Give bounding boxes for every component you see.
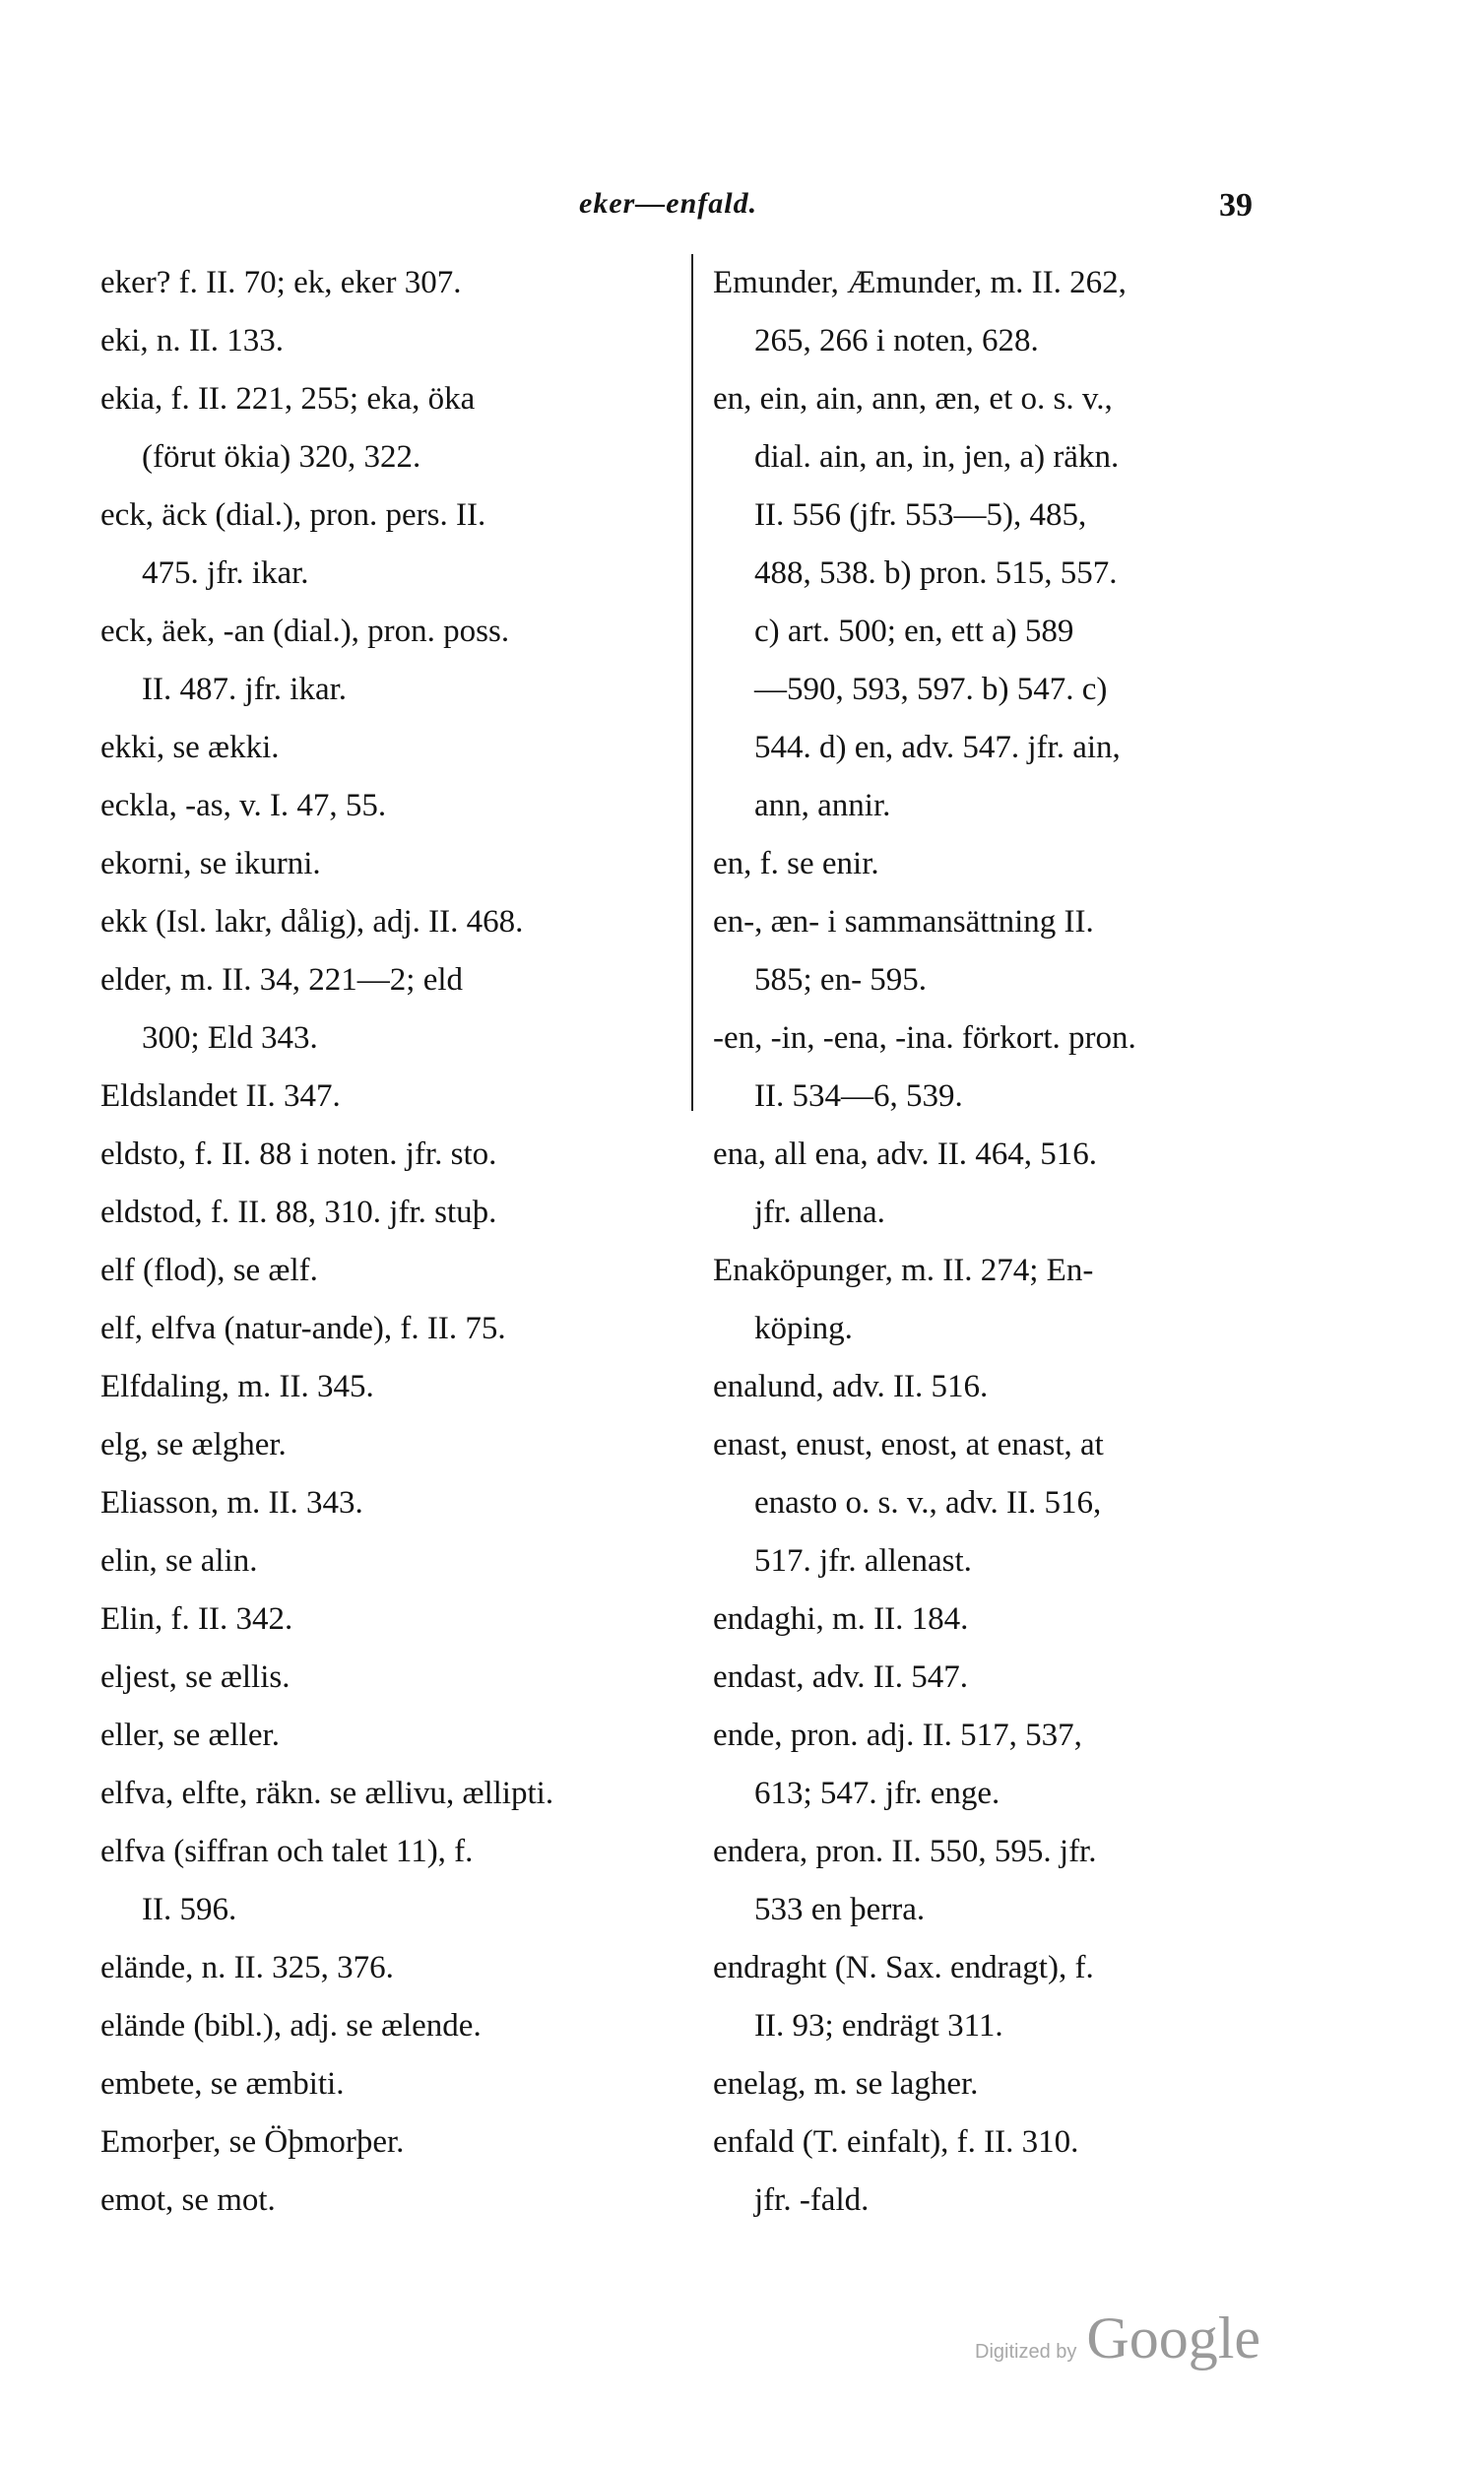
dictionary-entry <box>100 1126 691 1184</box>
dictionary-entry <box>100 603 691 719</box>
dictionary-entry <box>100 2113 691 2172</box>
entry-line: enfald (T. einfalt), f. II. 310. <box>713 2124 1079 2160</box>
entry-line: endast, adv. II. 547. <box>713 1659 969 1695</box>
dictionary-entry <box>100 2055 691 2113</box>
dictionary-entry <box>100 1184 691 1242</box>
entry-line: eljest, se ællis. <box>100 1659 290 1695</box>
entry-continuation-line: 300; Eld 343. <box>142 1020 318 1056</box>
dictionary-entry <box>100 1358 691 1416</box>
dictionary-entry <box>713 254 1299 370</box>
entry-line: eckla, -as, v. I. 47, 55. <box>100 788 387 823</box>
entry-line: eki, n. II. 133. <box>100 323 285 358</box>
google-logo: Google <box>1086 2306 1261 2371</box>
dictionary-entry <box>100 893 691 951</box>
entry-line: embete, se æmbiti. <box>100 2066 345 2102</box>
dictionary-entry <box>713 1823 1299 1939</box>
dictionary-entry <box>713 1649 1299 1707</box>
entry-line: enast, enust, enost, at enast, at <box>713 1427 1104 1462</box>
dictionary-entry <box>100 312 691 370</box>
entry-line: eller, se æller. <box>100 1718 280 1753</box>
column-divider <box>691 254 693 1111</box>
entry-line: ekki, se ækki. <box>100 730 280 765</box>
entry-continuation-line: c) art. 500; en, ett a) 589 <box>754 614 1074 649</box>
entry-line: ekia, f. II. 221, 255; eka, öka <box>100 381 476 417</box>
entry-line: en, ein, ain, ann, æn, et o. s. v., <box>713 381 1113 417</box>
page-number: 39 <box>1219 187 1253 224</box>
entry-line: ena, all ena, adv. II. 464, 516. <box>713 1137 1098 1172</box>
entry-line: emot, se mot. <box>100 2182 276 2218</box>
entry-continuation-line: jfr. -fald. <box>754 2182 870 2218</box>
entry-line: endaghi, m. II. 184. <box>713 1601 969 1637</box>
dictionary-entry <box>100 1707 691 1765</box>
dictionary-entry <box>100 1997 691 2055</box>
dictionary-entry <box>713 1591 1299 1649</box>
dictionary-entry <box>100 2172 691 2230</box>
entry-line: elfva (siffran och talet 11), f. <box>100 1834 474 1869</box>
entry-line: Emorþer, se Öþmorþer. <box>100 2124 405 2160</box>
entry-line: en, f. se enir. <box>713 846 879 881</box>
dictionary-entry <box>713 1939 1299 2055</box>
entry-line: Enaköpunger, m. II. 274; En- <box>713 1253 1094 1288</box>
dictionary-entry <box>100 719 691 777</box>
dictionary-entry <box>100 487 691 603</box>
dictionary-entry <box>100 1474 691 1532</box>
dictionary-entry <box>100 1068 691 1126</box>
entry-line: eldstod, f. II. 88, 310. jfr. stuþ. <box>100 1195 497 1230</box>
entry-continuation-line: dial. ain, an, in, jen, a) räkn. <box>754 439 1120 475</box>
entry-line: elf, elfva (natur-ande), f. II. 75. <box>100 1311 506 1346</box>
entry-continuation-line: 475. jfr. ikar. <box>142 555 309 591</box>
dictionary-entry <box>100 1242 691 1300</box>
entry-line: eck, äek, -an (dial.), pron. poss. <box>100 614 510 649</box>
entry-line: elände, n. II. 325, 376. <box>100 1950 394 1985</box>
entry-continuation-line: 265, 266 i noten, 628. <box>754 323 1039 358</box>
entry-line: ende, pron. adj. II. 517, 537, <box>713 1718 1082 1753</box>
entry-line: eker? f. II. 70; ek, eker 307. <box>100 265 462 300</box>
entry-line: endraght (N. Sax. endragt), f. <box>713 1950 1094 1985</box>
dictionary-entry <box>100 777 691 835</box>
entry-continuation-line: 613; 547. jfr. enge. <box>754 1776 1000 1811</box>
dictionary-entry <box>100 835 691 893</box>
dictionary-entry <box>713 835 1299 893</box>
entry-line: Eldslandet II. 347. <box>100 1078 341 1114</box>
dictionary-entry <box>100 1939 691 1997</box>
digitized-by-google-watermark <box>975 2305 1260 2372</box>
entry-line: elin, se alin. <box>100 1543 258 1579</box>
entry-continuation-line: II. 534—6, 539. <box>754 1078 963 1114</box>
entry-continuation-line: II. 93; endrägt 311. <box>754 2008 1003 2044</box>
entry-line: elg, se ælgher. <box>100 1427 287 1462</box>
entry-continuation-line: köping. <box>754 1311 853 1346</box>
dictionary-entry <box>100 1532 691 1591</box>
entry-line: Elin, f. II. 342. <box>100 1601 293 1637</box>
entry-continuation-line: —590, 593, 597. b) 547. c) <box>754 672 1108 707</box>
dictionary-entry <box>713 1358 1299 1416</box>
entry-continuation-line: ann, annir. <box>754 788 891 823</box>
entry-line: eldsto, f. II. 88 i noten. jfr. sto. <box>100 1137 497 1172</box>
entry-continuation-line: 488, 538. b) pron. 515, 557. <box>754 555 1118 591</box>
entry-continuation-line: 585; en- 595. <box>754 962 928 998</box>
dictionary-entry <box>713 2055 1299 2113</box>
dictionary-entry <box>713 1416 1299 1591</box>
left-column <box>100 254 691 2230</box>
dictionary-entry <box>713 1242 1299 1358</box>
entry-continuation-line: 517. jfr. allenast. <box>754 1543 972 1579</box>
dictionary-entry <box>713 1126 1299 1242</box>
dictionary-entry <box>100 1591 691 1649</box>
entry-line: Eliasson, m. II. 343. <box>100 1485 363 1521</box>
dictionary-entry <box>100 370 691 487</box>
entry-line: eck, äck (dial.), pron. pers. II. <box>100 497 486 533</box>
dictionary-entry <box>713 370 1299 835</box>
entry-line: ekk (Isl. lakr, dålig), adj. II. 468. <box>100 904 524 940</box>
dictionary-entry <box>713 1009 1299 1126</box>
entry-continuation-line: II. 487. jfr. ikar. <box>142 672 348 707</box>
entry-line: -en, -in, -ena, -ina. förkort. pron. <box>713 1020 1136 1056</box>
dictionary-entry <box>100 1823 691 1939</box>
dictionary-entry <box>100 1416 691 1474</box>
entry-line: elfva, elfte, räkn. se ællivu, ællipti. <box>100 1776 554 1811</box>
dictionary-entry <box>713 1707 1299 1823</box>
entry-continuation-line: 533 en þerra. <box>754 1892 926 1927</box>
entry-line: Elfdaling, m. II. 345. <box>100 1369 374 1404</box>
entry-line: enalund, adv. II. 516. <box>713 1369 989 1404</box>
dictionary-entry <box>100 1765 691 1823</box>
entry-continuation-line: II. 596. <box>142 1892 237 1927</box>
dictionary-entry <box>713 893 1299 1009</box>
entry-continuation-line: (förut ökia) 320, 322. <box>142 439 421 475</box>
right-column <box>713 254 1299 2230</box>
dictionary-entry <box>100 254 691 312</box>
dictionary-entry <box>713 2113 1299 2230</box>
entry-line: enelag, m. se lagher. <box>713 2066 979 2102</box>
entry-line: elder, m. II. 34, 221—2; eld <box>100 962 464 998</box>
entry-line: Emunder, Æmunder, m. II. 262, <box>713 265 1127 300</box>
entry-continuation-line: enasto o. s. v., adv. II. 516, <box>754 1485 1102 1521</box>
entry-line: elände (bibl.), adj. se ælende. <box>100 2008 482 2044</box>
entry-continuation-line: 544. d) en, adv. 547. jfr. ain, <box>754 730 1121 765</box>
digitized-label: Digitized by <box>975 2341 1077 2363</box>
running-title: eker—enfald. <box>579 187 758 220</box>
entry-line: elf (flod), se ælf. <box>100 1253 318 1288</box>
entry-continuation-line: II. 556 (jfr. 553—5), 485, <box>754 497 1087 533</box>
entry-line: endera, pron. II. 550, 595. jfr. <box>713 1834 1097 1869</box>
entry-continuation-line: jfr. allena. <box>754 1195 885 1230</box>
dictionary-entry <box>100 1300 691 1358</box>
page-header <box>0 187 1484 236</box>
dictionary-entry <box>100 951 691 1068</box>
entry-line: en-, æn- i sammansättning II. <box>713 904 1094 940</box>
entry-line: ekorni, se ikurni. <box>100 846 321 881</box>
dictionary-entry <box>100 1649 691 1707</box>
